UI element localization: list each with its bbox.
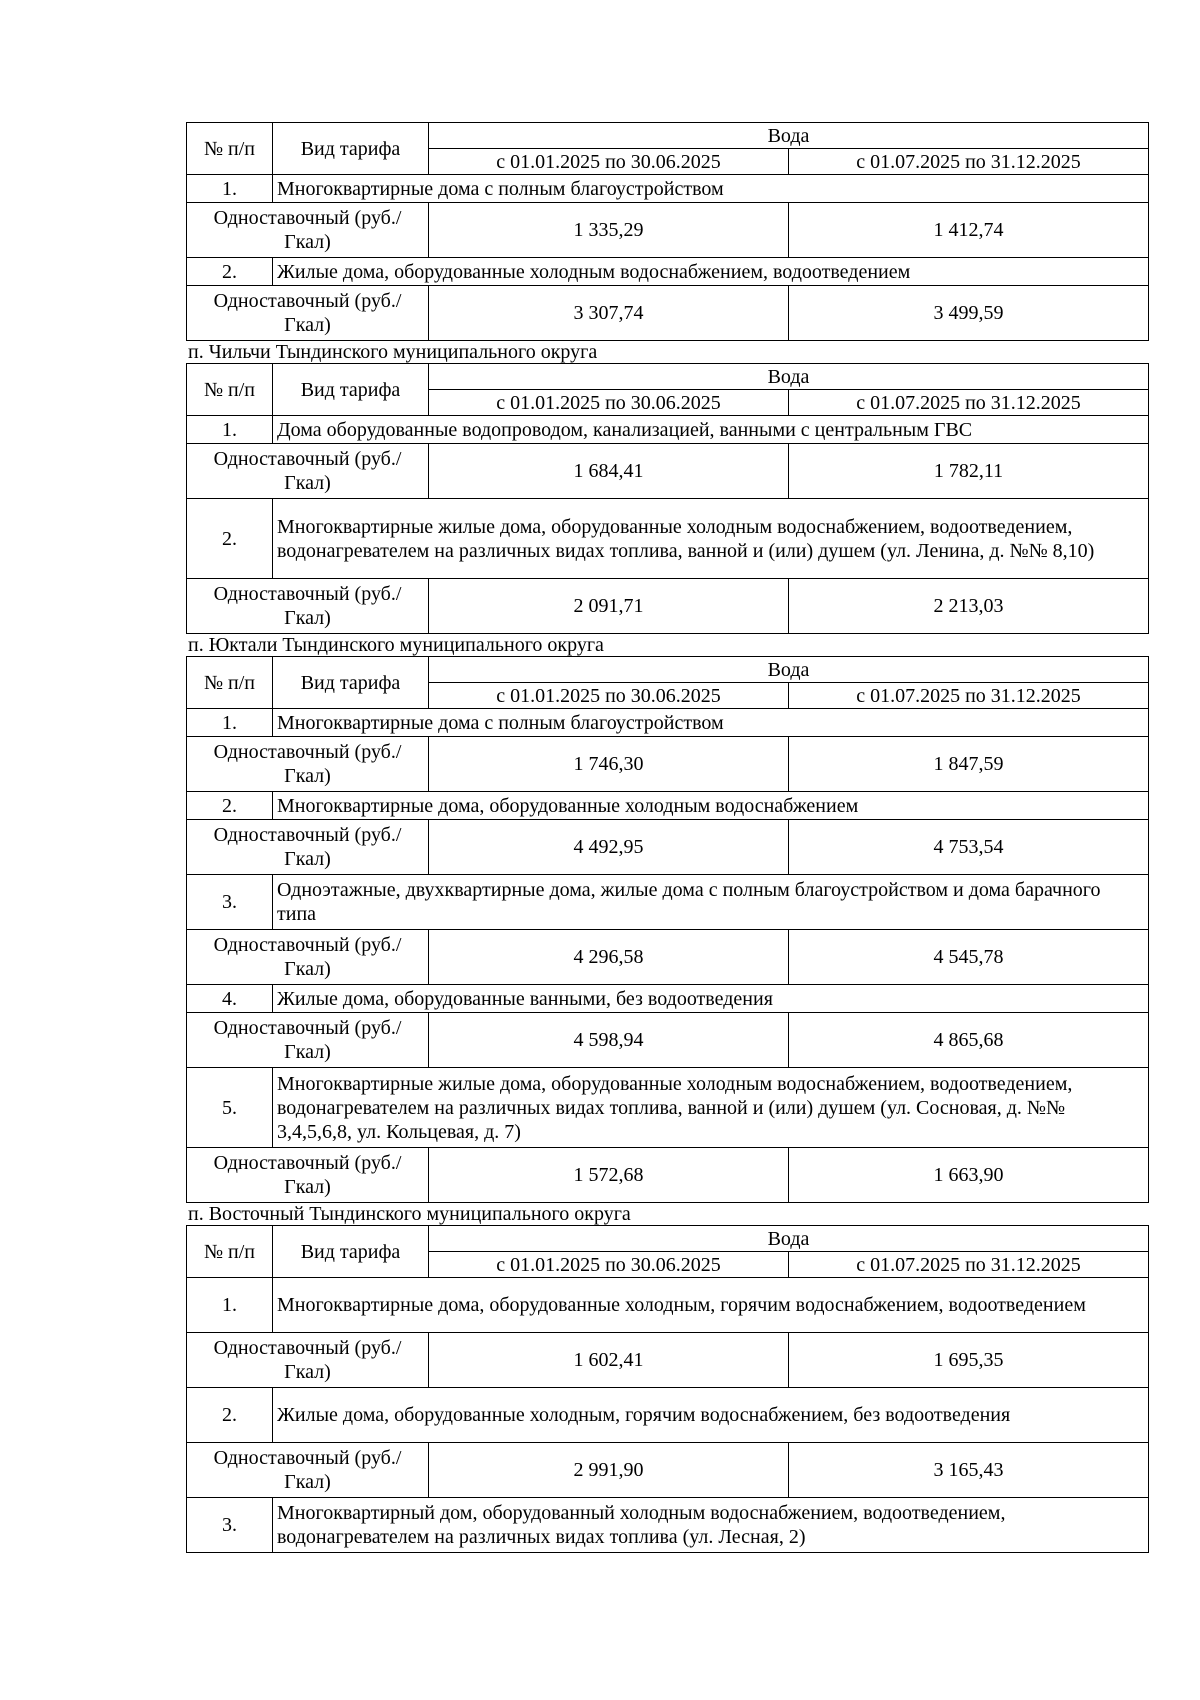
rate-row: [187, 1443, 1149, 1498]
rate-value-period-2: 3 165,43: [789, 1443, 1149, 1498]
document-page: [186, 122, 1148, 1553]
rate-value-period-2: 1 663,90: [789, 1148, 1149, 1203]
category-row: [187, 1498, 1149, 1553]
rate-label: Одноставочный (руб./Гкал): [187, 820, 429, 875]
category-label: Многоквартирные дома с полным благоустройством: [273, 709, 1149, 737]
rate-value-period-1: 3 307,74: [429, 286, 789, 341]
rate-value-period-2: 3 499,59: [789, 286, 1149, 341]
header-period-2: с 01.07.2025 по 31.12.2025: [789, 683, 1149, 709]
header-water: Вода: [429, 1226, 1149, 1252]
category-label: Многоквартирный дом, оборудованный холодным водоснабжением, водоотведением, водонагревателем на различных видах топлива (ул. Лесная, 2): [273, 1498, 1149, 1553]
rate-row: [187, 203, 1149, 258]
header-num: № п/п: [187, 1226, 273, 1278]
category-row: [187, 985, 1149, 1013]
header-period-1: с 01.01.2025 по 30.06.2025: [429, 1252, 789, 1278]
header-num: № п/п: [187, 123, 273, 175]
rate-value-period-1: 1 335,29: [429, 203, 789, 258]
category-row: [187, 792, 1149, 820]
header-num: № п/п: [187, 657, 273, 709]
rate-value-period-1: 2 091,71: [429, 579, 789, 634]
rate-row: [187, 820, 1149, 875]
rate-value-period-1: 2 991,90: [429, 1443, 789, 1498]
header-period-2: с 01.07.2025 по 31.12.2025: [789, 390, 1149, 416]
header-water: Вода: [429, 364, 1149, 390]
category-row: [187, 416, 1149, 444]
header-num: № п/п: [187, 364, 273, 416]
rate-row: [187, 286, 1149, 341]
header-tariff-type: Вид тарифа: [273, 123, 429, 175]
rate-value-period-1: 1 684,41: [429, 444, 789, 499]
category-row: [187, 1068, 1149, 1148]
category-label: Жилые дома, оборудованные холодным водоснабжением, водоотведением: [273, 258, 1149, 286]
header-period-2: с 01.07.2025 по 31.12.2025: [789, 149, 1149, 175]
row-number: 2.: [187, 792, 273, 820]
tariff-table: [186, 363, 1149, 634]
rate-value-period-1: 4 598,94: [429, 1013, 789, 1068]
rate-value-period-2: 1 695,35: [789, 1333, 1149, 1388]
rate-value-period-1: 4 296,58: [429, 930, 789, 985]
rate-label: Одноставочный (руб./Гкал): [187, 1333, 429, 1388]
rate-label: Одноставочный (руб./Гкал): [187, 1013, 429, 1068]
category-label: Многоквартирные жилые дома, оборудованные холодным водоснабжением, водоотведением, водонагревателем на различных видах топлива, ванной и (или) душем (ул. Ленина, д. №№ 8,10): [273, 499, 1149, 579]
rate-value-period-2: 4 545,78: [789, 930, 1149, 985]
rate-row: [187, 930, 1149, 985]
category-label: Дома оборудованные водопроводом, канализацией, ванными с центральным ГВС: [273, 416, 1149, 444]
header-water: Вода: [429, 123, 1149, 149]
rate-label: Одноставочный (руб./Гкал): [187, 1148, 429, 1203]
rate-value-period-2: 4 865,68: [789, 1013, 1149, 1068]
rate-label: Одноставочный (руб./Гкал): [187, 203, 429, 258]
rate-value-period-2: 1 782,11: [789, 444, 1149, 499]
row-number: 1.: [187, 1278, 273, 1333]
header-tariff-type: Вид тарифа: [273, 657, 429, 709]
category-row: [187, 175, 1149, 203]
tariff-table: [186, 656, 1149, 1203]
rate-label: Одноставочный (руб./Гкал): [187, 444, 429, 499]
row-number: 1.: [187, 709, 273, 737]
header-period-2: с 01.07.2025 по 31.12.2025: [789, 1252, 1149, 1278]
rate-row: [187, 1013, 1149, 1068]
category-row: [187, 875, 1149, 930]
category-label: Многоквартирные дома, оборудованные холодным, горячим водоснабжением, водоотведением: [273, 1278, 1149, 1333]
settlement-title: п. Чильчи Тындинского муниципального округа: [188, 341, 598, 363]
category-row: [187, 1388, 1149, 1443]
category-label: Многоквартирные дома, оборудованные холодным водоснабжением: [273, 792, 1149, 820]
tariff-table: [186, 122, 1149, 341]
rate-value-period-2: 1 412,74: [789, 203, 1149, 258]
category-label: Многоквартирные дома с полным благоустройством: [273, 175, 1149, 203]
header-period-1: с 01.01.2025 по 30.06.2025: [429, 390, 789, 416]
row-number: 5.: [187, 1068, 273, 1148]
row-number: 4.: [187, 985, 273, 1013]
row-number: 2.: [187, 499, 273, 579]
row-number: 1.: [187, 416, 273, 444]
rate-value-period-2: 4 753,54: [789, 820, 1149, 875]
row-number: 2.: [187, 258, 273, 286]
rate-value-period-1: 1 602,41: [429, 1333, 789, 1388]
rate-row: [187, 579, 1149, 634]
row-number: 1.: [187, 175, 273, 203]
category-label: Одноэтажные, двухквартирные дома, жилые дома с полным благоустройством и дома барачного типа: [273, 875, 1149, 930]
category-row: [187, 258, 1149, 286]
rate-row: [187, 1148, 1149, 1203]
category-row: [187, 499, 1149, 579]
rate-value-period-2: 1 847,59: [789, 737, 1149, 792]
header-tariff-type: Вид тарифа: [273, 1226, 429, 1278]
header-period-1: с 01.01.2025 по 30.06.2025: [429, 683, 789, 709]
header-period-1: с 01.01.2025 по 30.06.2025: [429, 149, 789, 175]
rate-label: Одноставочный (руб./Гкал): [187, 930, 429, 985]
rate-value-period-1: 4 492,95: [429, 820, 789, 875]
rate-label: Одноставочный (руб./Гкал): [187, 1443, 429, 1498]
category-row: [187, 709, 1149, 737]
header-water: Вода: [429, 657, 1149, 683]
row-number: 3.: [187, 1498, 273, 1553]
rate-value-period-1: 1 746,30: [429, 737, 789, 792]
rate-label: Одноставочный (руб./Гкал): [187, 286, 429, 341]
rate-label: Одноставочный (руб./Гкал): [187, 579, 429, 634]
rate-value-period-2: 2 213,03: [789, 579, 1149, 634]
rate-label: Одноставочный (руб./Гкал): [187, 737, 429, 792]
category-row: [187, 1278, 1149, 1333]
settlement-title: п. Юктали Тындинского муниципального округа: [188, 634, 604, 656]
rate-row: [187, 444, 1149, 499]
rate-row: [187, 1333, 1149, 1388]
category-label: Жилые дома, оборудованные холодным, горячим водоснабжением, без водоотведения: [273, 1388, 1149, 1443]
settlement-title: п. Восточный Тындинского муниципального округа: [188, 1203, 631, 1225]
header-tariff-type: Вид тарифа: [273, 364, 429, 416]
rate-value-period-1: 1 572,68: [429, 1148, 789, 1203]
category-label: Жилые дома, оборудованные ванными, без водоотведения: [273, 985, 1149, 1013]
category-label: Многоквартирные жилые дома, оборудованные холодным водоснабжением, водоотведением, водонагревателем на различных видах топлива, ванной и (или) душем (ул. Сосновая, д. №№ 3,4,5,6,8, ул. Кольцевая, д. 7): [273, 1068, 1149, 1148]
rate-row: [187, 737, 1149, 792]
row-number: 2.: [187, 1388, 273, 1443]
row-number: 3.: [187, 875, 273, 930]
tariff-table: [186, 1225, 1149, 1553]
